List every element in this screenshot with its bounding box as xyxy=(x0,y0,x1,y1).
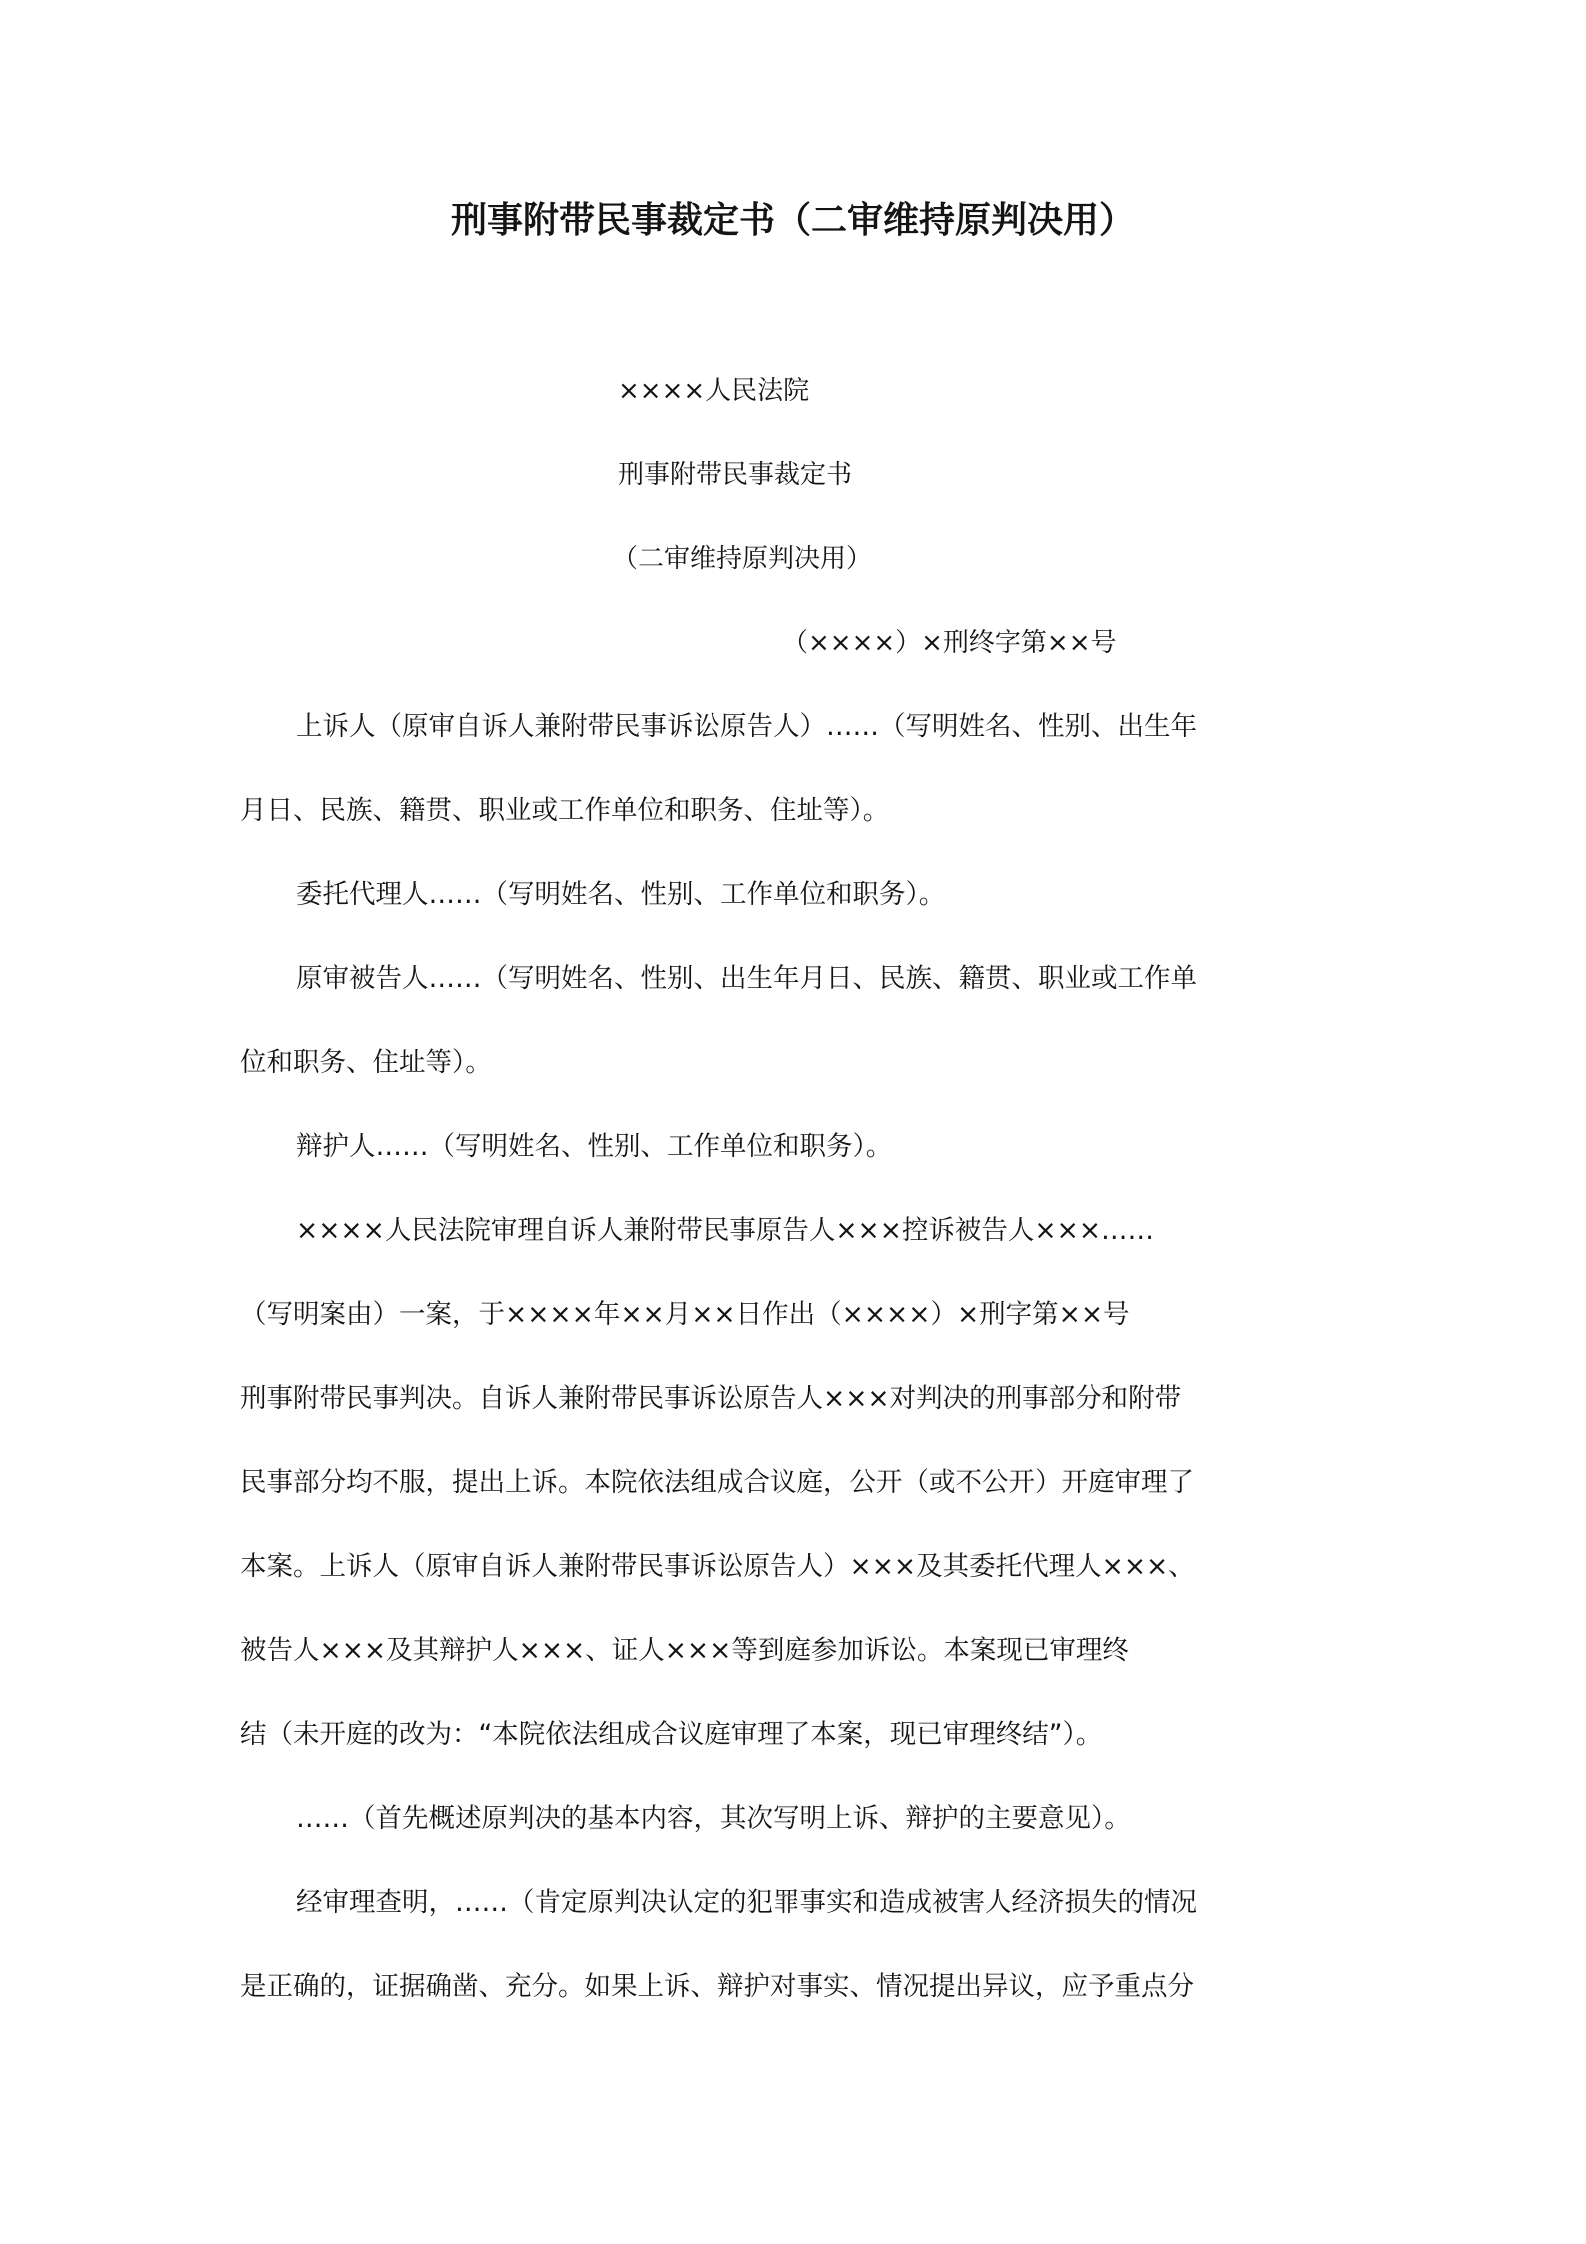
body-line: 是正确的，证据确凿、充分。如果上诉、辩护对事实、情况提出异议，应予重点分 xyxy=(240,1971,1194,2002)
body-line: 民事部分均不服，提出上诉。本院依法组成合议庭，公开（或不公开）开庭审理了 xyxy=(240,1467,1194,1498)
body-line: 被告人×××及其辩护人×××、证人×××等到庭参加诉讼。本案现已审理终 xyxy=(240,1635,1129,1666)
court-name: ××××人民法院 xyxy=(618,376,810,406)
body-line: 经审理查明，……（肯定原判决认定的犯罪事实和造成被害人经济损失的情况 xyxy=(296,1887,1197,1918)
body-line: 上诉人（原审自诉人兼附带民事诉讼原告人）……（写明姓名、性别、出生年 xyxy=(296,711,1197,742)
document-title: 刑事附带民事裁定书（二审维持原判决用） xyxy=(450,200,1135,241)
body-line: 本案。上诉人（原审自诉人兼附带民事诉讼原告人）×××及其委托代理人×××、 xyxy=(240,1551,1195,1582)
body-line: 辩护人……（写明姓名、性别、工作单位和职务）。 xyxy=(296,1131,893,1162)
case-number: （××××）×刑终字第××号 xyxy=(782,628,1117,658)
body-line: 位和职务、住址等）。 xyxy=(240,1047,492,1078)
body-line: 结（未开庭的改为：“本院依法组成合议庭审理了本案，现已审理终结”）。 xyxy=(240,1719,1103,1750)
usage-note: （二审维持原判决用） xyxy=(612,544,873,574)
body-line: 原审被告人……（写明姓名、性别、出生年月日、民族、籍贯、职业或工作单 xyxy=(296,963,1197,994)
body-line: 月日、民族、籍贯、职业或工作单位和职务、住址等）。 xyxy=(240,795,890,826)
body-line: ……（首先概述原判决的基本内容，其次写明上诉、辩护的主要意见）。 xyxy=(296,1803,1131,1834)
body-line: 刑事附带民事判决。自诉人兼附带民事诉讼原告人×××对判决的刑事部分和附带 xyxy=(240,1383,1182,1414)
document-type: 刑事附带民事裁定书 xyxy=(618,460,853,490)
body-line: 委托代理人……（写明姓名、性别、工作单位和职务）。 xyxy=(296,879,946,910)
body-line: ××××人民法院审理自诉人兼附带民事原告人×××控诉被告人×××…… xyxy=(296,1215,1155,1246)
body-line: （写明案由）一案，于××××年××月××日作出（××××）×刑字第××号 xyxy=(240,1299,1130,1330)
